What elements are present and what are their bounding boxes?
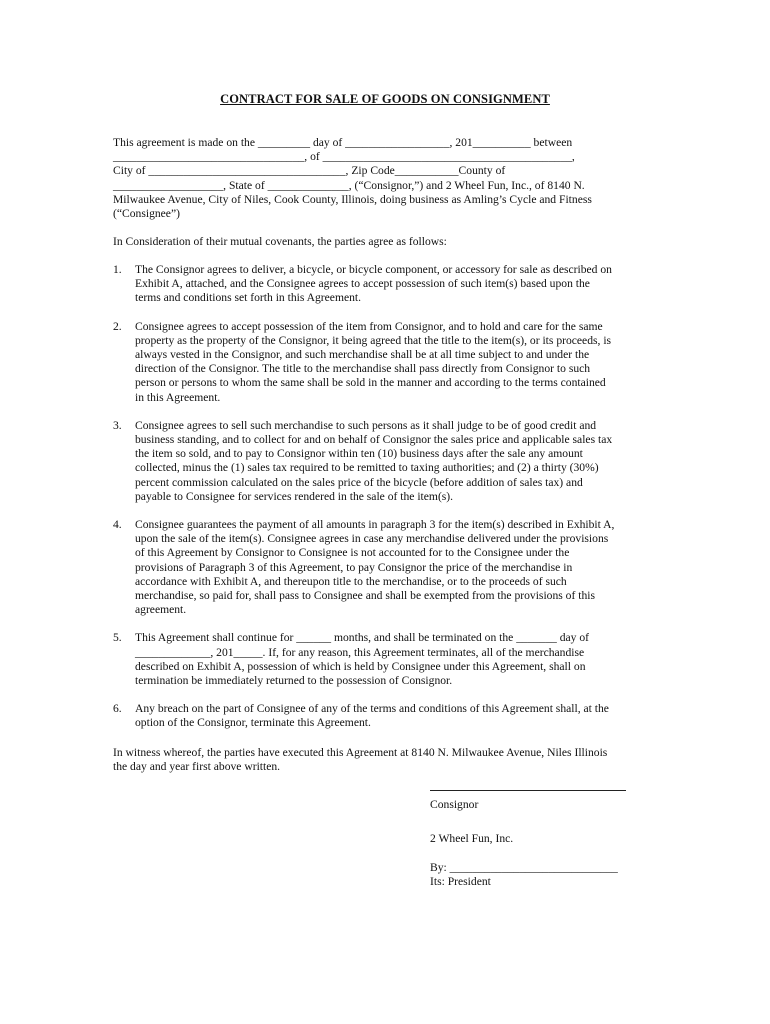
clause-list [113, 263, 658, 731]
intro-line: (“Consignee”) [113, 207, 180, 221]
intro-line: This agreement is made on the _________ day of __________________, 201__________ between [113, 136, 573, 149]
signature-line [430, 790, 626, 791]
clause-text: Consignee guarantees the payment of all amounts in paragraph 3 for the item(s) described in Exhibit A, upon the sale of the item(s). Consignee agrees in case any merchandise delivered under the provisions of this Agreement by Consignor to Consignee is not accounted for to the Consignee under the provisions of Paragraph 3 of this Agreement, to pay Consignor the price of the merchandise in accordance with Exhibit A, and thereupon title to the merchandise, or to the proceeds of such merchandise, so paid for, shall pass to Consignee and shall be exempted from the provisions of this agreement. [135, 518, 615, 617]
consignor-signature-block [430, 790, 660, 812]
signer-title: Its: President [430, 875, 491, 889]
clause-text: This Agreement shall continue for ______ months, and shall be terminated on the _______ day of _____________, 201_____. If, for any reason, this Agreement terminates, all of the merchandise described on Exhibit A, possession of which is held by Consignee under this Agreement, shall on termination be immediately returned to the possession of Consignor. [135, 631, 589, 688]
clause-text: The Consignor agrees to deliver, a bicycle, or bicycle component, or accessory for sale as described on Exhibit A, attached, and the Consignee agrees to accept possession of such item(s) based upon the terms and conditions set forth in this Agreement. [135, 263, 612, 305]
intro-line: _________________________________, of ___________________________________________, [113, 150, 575, 164]
clause-item [113, 518, 658, 617]
intro-line: Milwaukee Avenue, City of Niles, Cook County, Illinois, doing business as Amling’s Cycle and Fitness [113, 192, 592, 206]
clause-item [113, 631, 658, 688]
clause-item [113, 702, 658, 730]
intro-line: ___________________, State of ______________, (“Consignor,”) and 2 Wheel Fun, Inc., of 8140 N. [113, 178, 585, 192]
by-signature-line: By: _____________________________ [430, 861, 618, 874]
clause-number: 5. [113, 631, 122, 645]
consignee-company-name: 2 Wheel Fun, Inc. [430, 832, 514, 845]
consideration-paragraph [113, 235, 658, 249]
consignee-company-block [430, 832, 660, 846]
clause-item [113, 320, 658, 405]
consignee-signature-block [430, 861, 660, 889]
witness-line: In witness whereof, the parties have executed this Agreement at 8140 N. Milwaukee Avenue, Niles Illinois [113, 746, 608, 759]
clause-item [113, 419, 658, 504]
clause-number: 6. [113, 702, 122, 716]
clause-text: Consignee agrees to sell such merchandise to such persons as it shall judge to be of good credit and business standing, and to collect for and on behalf of Consignor the sales price and applicable sales tax the item so sold, and to pay to Consignor within ten (10) business days after the sale any amount collected, minus the (1) sales tax required to be remitted to taxing authorities; and (2) a thirty (30%) percent commission calculated on the sales price of the bicycle (before addition of sales tax) and payable to Consignee for services rendered in the sale of the item(s). [135, 418, 613, 503]
clause-item [113, 263, 658, 306]
consideration-text: In Consideration of their mutual covenants, the parties agree as follows: [113, 235, 447, 248]
consignor-label: Consignor [430, 798, 479, 811]
witness-line: the day and year first above written. [113, 760, 281, 774]
witness-paragraph [113, 746, 658, 774]
clause-number: 2. [113, 319, 122, 333]
document-title: CONTRACT FOR SALE OF GOODS ON CONSIGNMENT [220, 92, 550, 106]
clause-text: Any breach on the part of Consignee of any of the terms and conditions of this Agreement shall, at the option of the Consignor, terminate this Agreement. [135, 702, 609, 730]
intro-line: City of __________________________________, Zip Code___________County of [113, 164, 506, 178]
clause-number: 4. [113, 518, 122, 532]
clause-number: 3. [113, 418, 122, 432]
clause-text: Consignee agrees to accept possession of the item from Consignor, and to hold and care for the same property as the property of the Consignor, it being agreed that the title to the item(s), or its proceeds, is always vested in the Consignor, and such merchandise shall be at all time subject to and under the direction of the Consignor. The title to the merchandise shall pass directly from Consignor to such person or persons to whom the same shall be sold in the manner and according to the terms contained in this Agreement. [135, 319, 612, 404]
intro-paragraph [113, 136, 658, 221]
clause-number: 1. [113, 263, 122, 276]
